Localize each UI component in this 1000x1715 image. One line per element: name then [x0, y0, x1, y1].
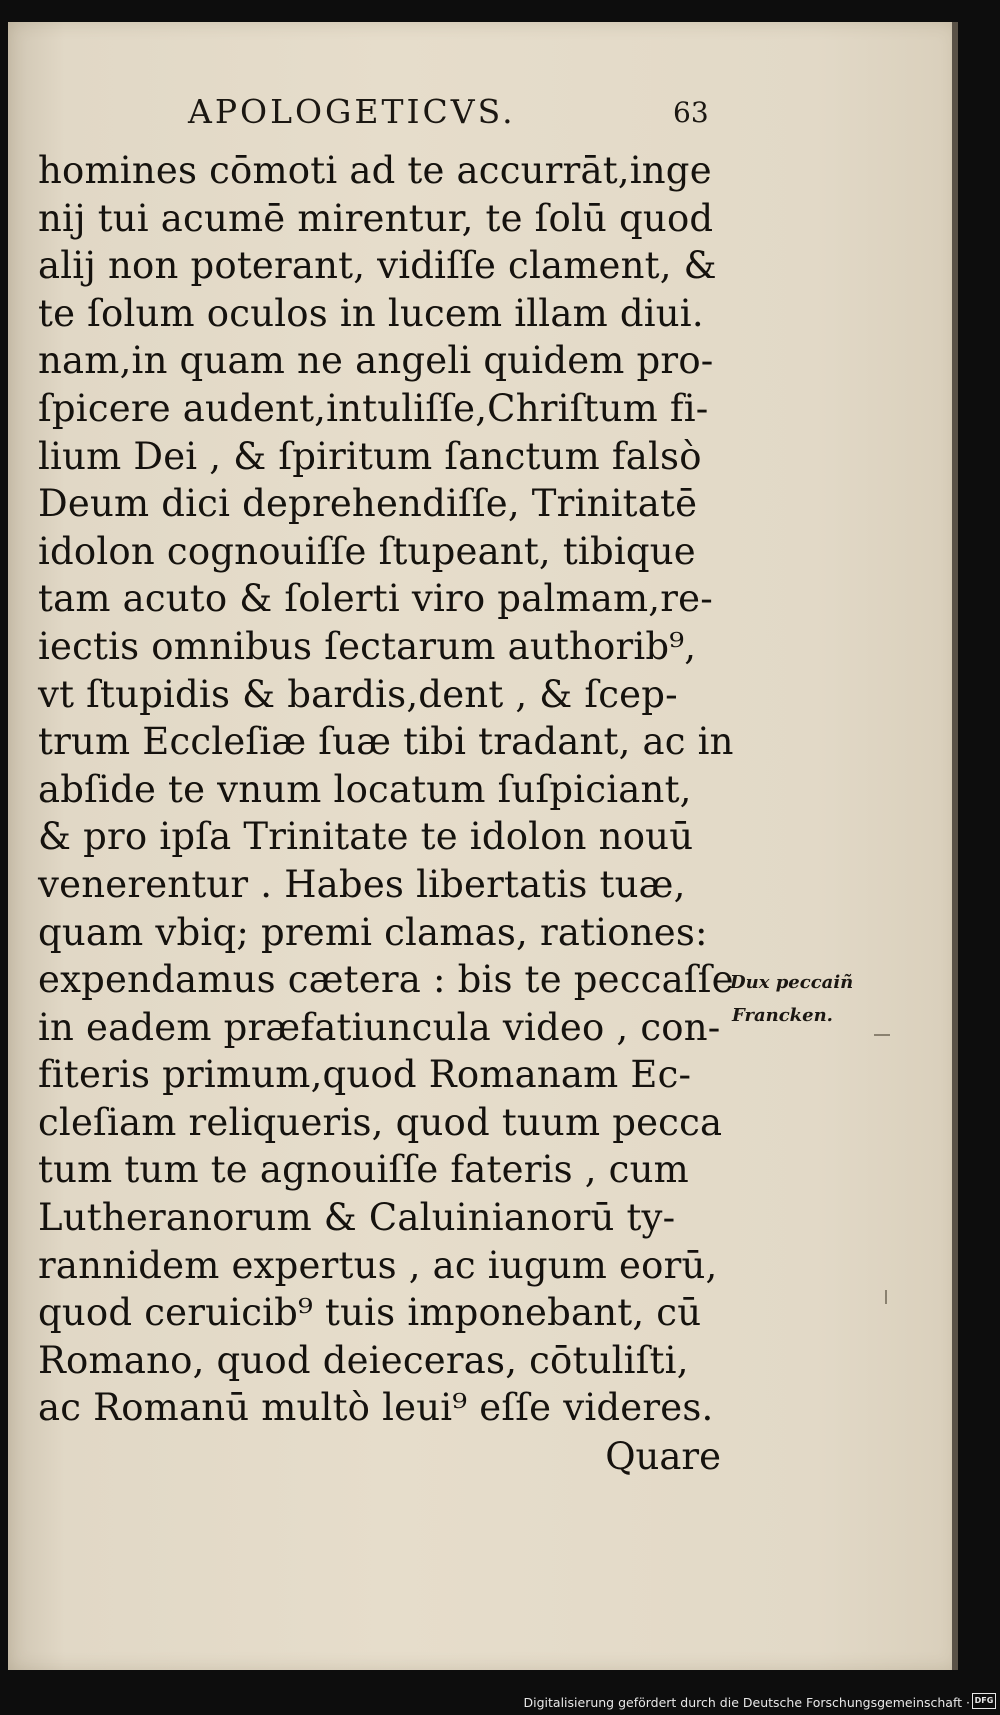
text-line: cleſiam reliqueris, quod tuum pecca [38, 1100, 723, 1144]
running-title: APOLOGETICVS. [188, 92, 516, 131]
text-line: venerentur . Habes libertatis tuæ, [38, 862, 686, 906]
text-line: tum tum te agnouiſſe fateris , cum [38, 1148, 689, 1192]
margin-note-line-2: Francken. [732, 1005, 833, 1026]
margin-mark [885, 1290, 887, 1304]
text-line: fiteris primum,quod Romanam Ec- [38, 1053, 692, 1097]
text-line: idolon cognouiſſe ſtupeant, tibique [38, 529, 696, 573]
text-line: alij non poterant, vidiſſe clament, & [38, 244, 717, 288]
text-line: Deum dici deprehendiſſe, Trinitatē [38, 482, 698, 526]
book-page [8, 22, 958, 1670]
dfg-logo-icon: DFG [972, 1693, 996, 1709]
text-line: quam vbiq; premi clamas, rationes: [38, 910, 708, 954]
funding-credit: Digitalisierung gefördert durch die Deutsche Forschungsgemeinschaft · [523, 1695, 970, 1710]
text-line: Romano, quod deieceras, cōtuliſti, [38, 1338, 689, 1382]
text-line: expendamus cætera : bis te peccaſſe [38, 958, 734, 1002]
text-line: nij tui acumē mirentur, te ſolū quod [38, 196, 714, 240]
text-line: homines cōmoti ad te accurrāt,inge [38, 149, 712, 192]
text-line: nam,in quam ne angeli quidem pro- [38, 339, 714, 383]
text-line: abſide te vnum locatum ſuſpiciant, [38, 767, 692, 811]
margin-mark [874, 1034, 890, 1036]
text-line: ſpicere audent,intuliſſe,Chriſtum fi- [38, 386, 709, 430]
text-line: lium Dei , & ſpiritum ſanctum falsò [38, 434, 702, 478]
body-text [38, 147, 738, 1482]
page-edge [952, 22, 958, 1670]
text-line: ac Romanū multò leui⁹ eſſe videres. [38, 1386, 714, 1430]
text-line: in eadem præfatiuncula video , con- [38, 1005, 721, 1049]
text-line: rannidem expertus , ac iugum eorū, [38, 1243, 718, 1287]
text-line: te ſolum oculos in lucem illam diui. [38, 291, 704, 335]
text-line: tam acuto & ſolerti viro palmam,re- [38, 577, 713, 621]
text-line: quod ceruicib⁹ tuis imponebant, cū [38, 1291, 702, 1335]
text-line: vt ſtupidis & bardis,dent , & ſcep- [38, 672, 678, 716]
text-line: iectis omnibus ſectarum authorib⁹, [38, 624, 697, 668]
text-line: & pro ipſa Trinitate te idolon nouū [38, 815, 694, 859]
catchword: Quare [605, 1435, 721, 1479]
text-line: trum Eccleſiæ ſuæ tibi tradant, ac in [38, 720, 734, 764]
page-number: 63 [673, 96, 709, 129]
footer-bar [0, 1685, 1000, 1715]
page-header [8, 92, 958, 142]
text-line: Lutheranorum & Caluinianorū ty- [38, 1196, 676, 1240]
margin-note [730, 966, 900, 1032]
margin-note-line-1: Dux peccaiñ [730, 972, 854, 993]
